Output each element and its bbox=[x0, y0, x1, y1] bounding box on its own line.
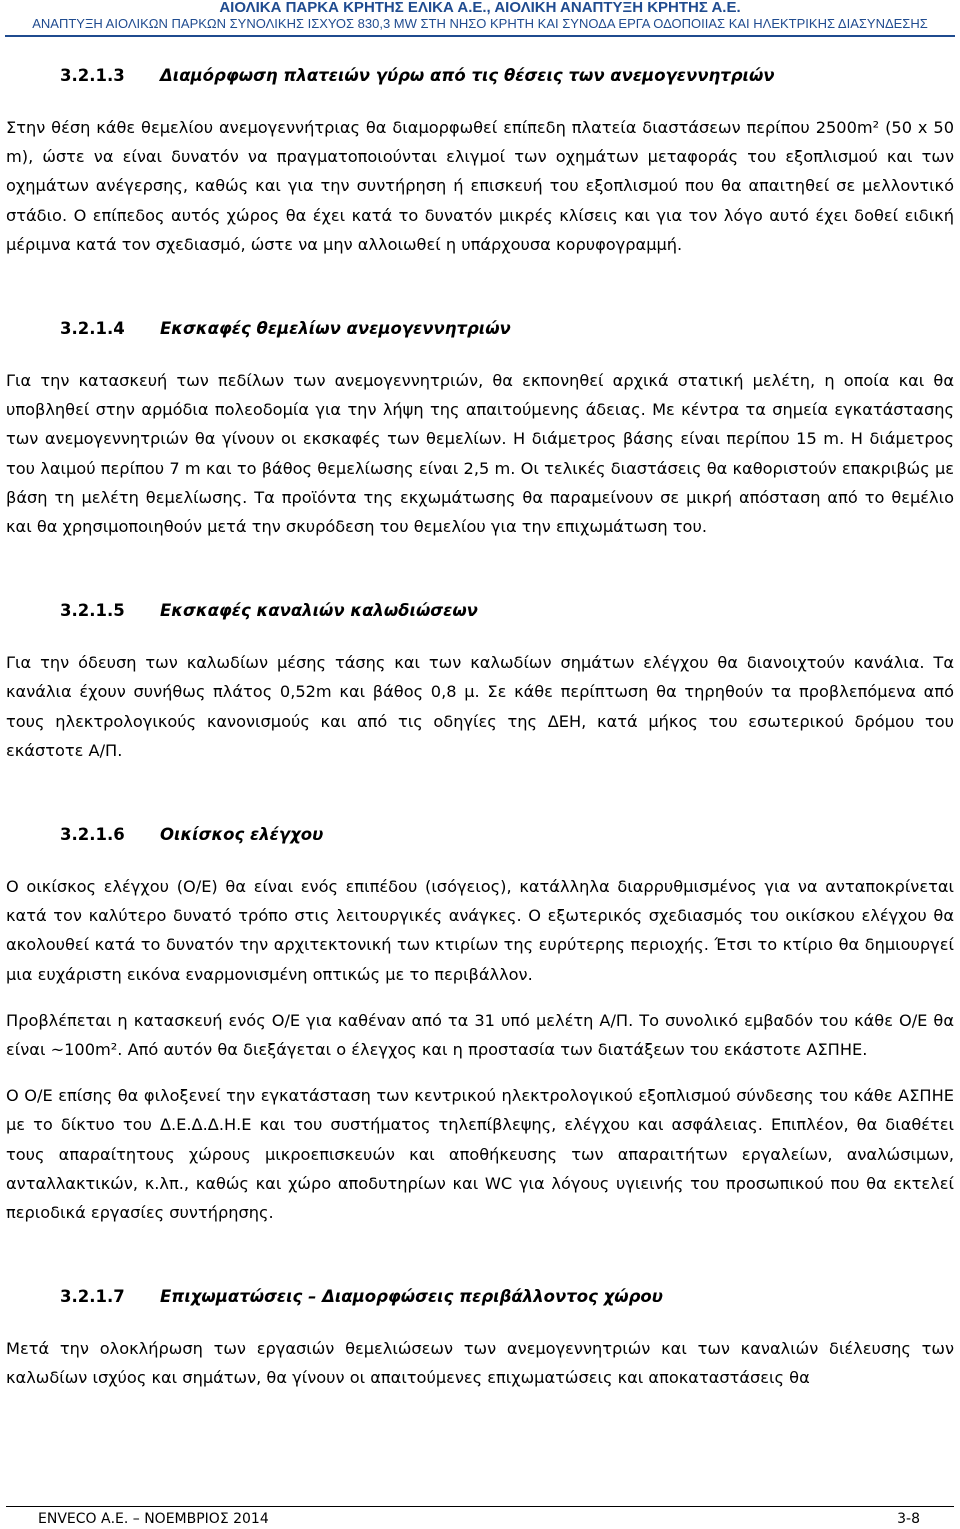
section-3-2-1-6 bbox=[6, 815, 954, 1227]
section-title: Επιχωματώσεις – Διαμορφώσεις περιβάλλοντος χώρου bbox=[160, 1287, 663, 1307]
section-heading bbox=[60, 56, 954, 96]
section-3-2-1-3 bbox=[6, 56, 954, 259]
section-heading bbox=[60, 815, 954, 855]
section-title: Εκσκαφές θεμελίων ανεμογεννητριών bbox=[160, 319, 511, 339]
section-heading bbox=[60, 591, 954, 631]
section-number: 3.2.1.5 bbox=[60, 601, 125, 621]
header-title: ΑΙΟΛΙΚΑ ΠΑΡΚΑ ΚΡΗΤΗΣ ΕΛΙΚΑ Α.Ε., ΑΙΟΛΙΚΗ ΑΝΑΠΤΥΞΗ ΚΡΗΤΗΣ Α.Ε. bbox=[219, 0, 741, 16]
section-3-2-1-5 bbox=[6, 591, 954, 765]
document-body bbox=[6, 56, 954, 1393]
section-heading bbox=[60, 1277, 954, 1317]
section-title: Διαμόρφωση πλατειών γύρω από τις θέσεις των ανεμογεννητριών bbox=[160, 66, 775, 85]
section-number: 3.2.1.3 bbox=[60, 66, 125, 85]
page-number: 3-8 bbox=[897, 1511, 920, 1527]
header-subtitle: ΑΝΑΠΤΥΞΗ ΑΙΟΛΙΚΩΝ ΠΑΡΚΩΝ ΣΥΝΟΛΙΚΗΣ ΙΣΧΥΟΣ 830,3 MW ΣΤΗ ΝΗΣΟ ΚΡΗΤΗ ΚΑΙ ΣΥΝΟΔΑ ΕΡΓΑ ΟΔΟΠΟΙΙΑΣ ΚΑΙ ΗΛΕΚΤΡΙΚΗΣ ΔΙΑΣΥΝΔΕΣΗΣ bbox=[32, 16, 928, 31]
section-number: 3.2.1.7 bbox=[60, 1287, 125, 1307]
paragraph: Ο οικίσκος ελέγχου (Ο/Ε) θα είναι ενός επιπέδου (ισόγειος), κατάλληλα διαρρυθμισμένος για να ανταποκρίνεται κατά τον καλύτερο δυνατό τρόπο στις λειτουργικές ανάγκες. Ο εξωτερικός σχεδιασμός του οικίσκου ελέγχου θα ακολουθεί κατά το δυνατόν την αρχιτεκτονική των κτιρίων της ευρύτερης περιοχής. Έτσι το κτίριο θα δημιουργεί μια ευχάριστη εικόνα εναρμονισμένη οπτικώς με το περιβάλλον. bbox=[6, 877, 954, 984]
section-title: Οικίσκος ελέγχου bbox=[160, 825, 324, 845]
paragraph: Για την όδευση των καλωδίων μέσης τάσης και των καλωδίων σημάτων ελέγχου θα διανοιχτούν κανάλια. Τα κανάλια έχουν συνήθως πλάτος 0,52m και βάθος 0,8 μ. Σε κάθε περίπτωση θα τηρηθούν τα προβλεπόμενα από τους ηλεκτρολογικούς κανονισμούς και από τις οδηγίες της ΔΕΗ, κατά μήκος του εσωτερικού δρόμου του εκάστοτε Α/Π. bbox=[6, 653, 954, 760]
paragraph: Μετά την ολοκλήρωση των εργασιών θεμελιώσεων των ανεμογεννητριών και των καναλιών διέλευσης των καλωδίων ισχύος και σημάτων, θα γίνουν οι απαιτούμενες επιχωματώσεις και αποκαταστάσεις θα bbox=[6, 1339, 954, 1388]
section-number: 3.2.1.6 bbox=[60, 825, 125, 845]
section-number: 3.2.1.4 bbox=[60, 319, 125, 339]
section-title: Εκσκαφές καναλιών καλωδιώσεων bbox=[160, 601, 478, 621]
footer-divider bbox=[6, 1506, 954, 1507]
paragraph: Προβλέπεται η κατασκευή ενός Ο/Ε για καθέναν από τα 31 υπό μελέτη Α/Π. Το συνολικό εμβαδόν του κάθε Ο/Ε θα είναι ~100m². Από αυτόν θα διεξάγεται ο έλεγχος και η προστασία των διατάξεων του εκάστοτε ΑΣΠΗΕ. bbox=[6, 1010, 954, 1060]
footer-left-text: ENVECO Α.Ε. – ΝΟΕΜΒΡΙΟΣ 2014 bbox=[38, 1511, 269, 1527]
header-divider bbox=[5, 35, 955, 37]
paragraph: Στην θέση κάθε θεμελίου ανεμογεννήτριας θα διαμορφωθεί επίπεδη πλατεία διαστάσεων περίπου 2500m² (50 x 50 m), ώστε να είναι δυνατόν να πραγματοποιούνται ελιγμοί των οχημάτων μεταφοράς του εξοπλισμού και των οχημάτων ανέγερσης, καθώς και για την συντήρηση ή επισκευή του εξοπλισμού που θα απαιτηθεί σε μελλοντικό στάδιο. Ο επίπεδος αυτός χώρος θα έχει κατά το δυνατόν μικρές κλίσεις και για τον λόγο αυτό έχει δοθεί ειδική μέριμνα κατά τον σχεδιασμό, ώστε να μην αλλοιωθεί η υπάρχουσα κορυφογραμμή. bbox=[6, 118, 954, 254]
section-3-2-1-7 bbox=[6, 1277, 954, 1392]
paragraph: Για την κατασκευή των πεδίλων των ανεμογεννητριών, θα εκπονηθεί αρχικά στατική μελέτη, η οποία και θα υποβληθεί στην αρμόδια πολεοδομία για την λήψη της απαιτούμενης άδειας. Με κέντρα τα σημεία εγκατάστασης των ανεμογεννητριών θα γίνουν οι εκσκαφές των θεμελίων. Η διάμετρος βάσης είναι περίπου 15 m. Η διάμετρος του λαιμού περίπου 7 m και το βάθος θεμελίωσης είναι 2,5 m. Οι τελικές διαστάσεις θα καθοριστούν επακριβώς με βάση τη μελέτη θεμελίωσης. Τα προϊόντα της εκχωμάτωσης θα παραμείνουν σε μικρή απόσταση από το θεμέλιο και θα χρησιμοποιηθούν μετά την σκυρόδεση του θεμελίου για την επιχωμάτωση του. bbox=[6, 371, 954, 537]
section-heading bbox=[60, 309, 954, 349]
section-3-2-1-4 bbox=[6, 309, 954, 541]
page-header bbox=[0, 0, 960, 32]
paragraph: Ο Ο/Ε επίσης θα φιλοξενεί την εγκατάσταση των κεντρικού ηλεκτρολογικού εξοπλισμού σύνδεσης του κάθε ΑΣΠΗΕ με το δίκτυο του Δ.Ε.Δ.Δ.Η.Ε και του συστήματος τηλεπίβλεψης, ελέγχου και ασφάλειας. Επιπλέον, θα διαθέτει τους απαραίτητους χώρους μικροεπισκευών και αποθήκευσης των απαραιτήτων εργαλείων, αναλώσιμων, ανταλλακτικών, κ.λπ., καθώς και χώρο αποδυτηρίων και WC για λόγους υγιεινής του προσωπικού που θα εκτελεί περιοδικά εργασίες συντήρησης. bbox=[6, 1086, 954, 1223]
page-footer bbox=[6, 1506, 954, 1526]
